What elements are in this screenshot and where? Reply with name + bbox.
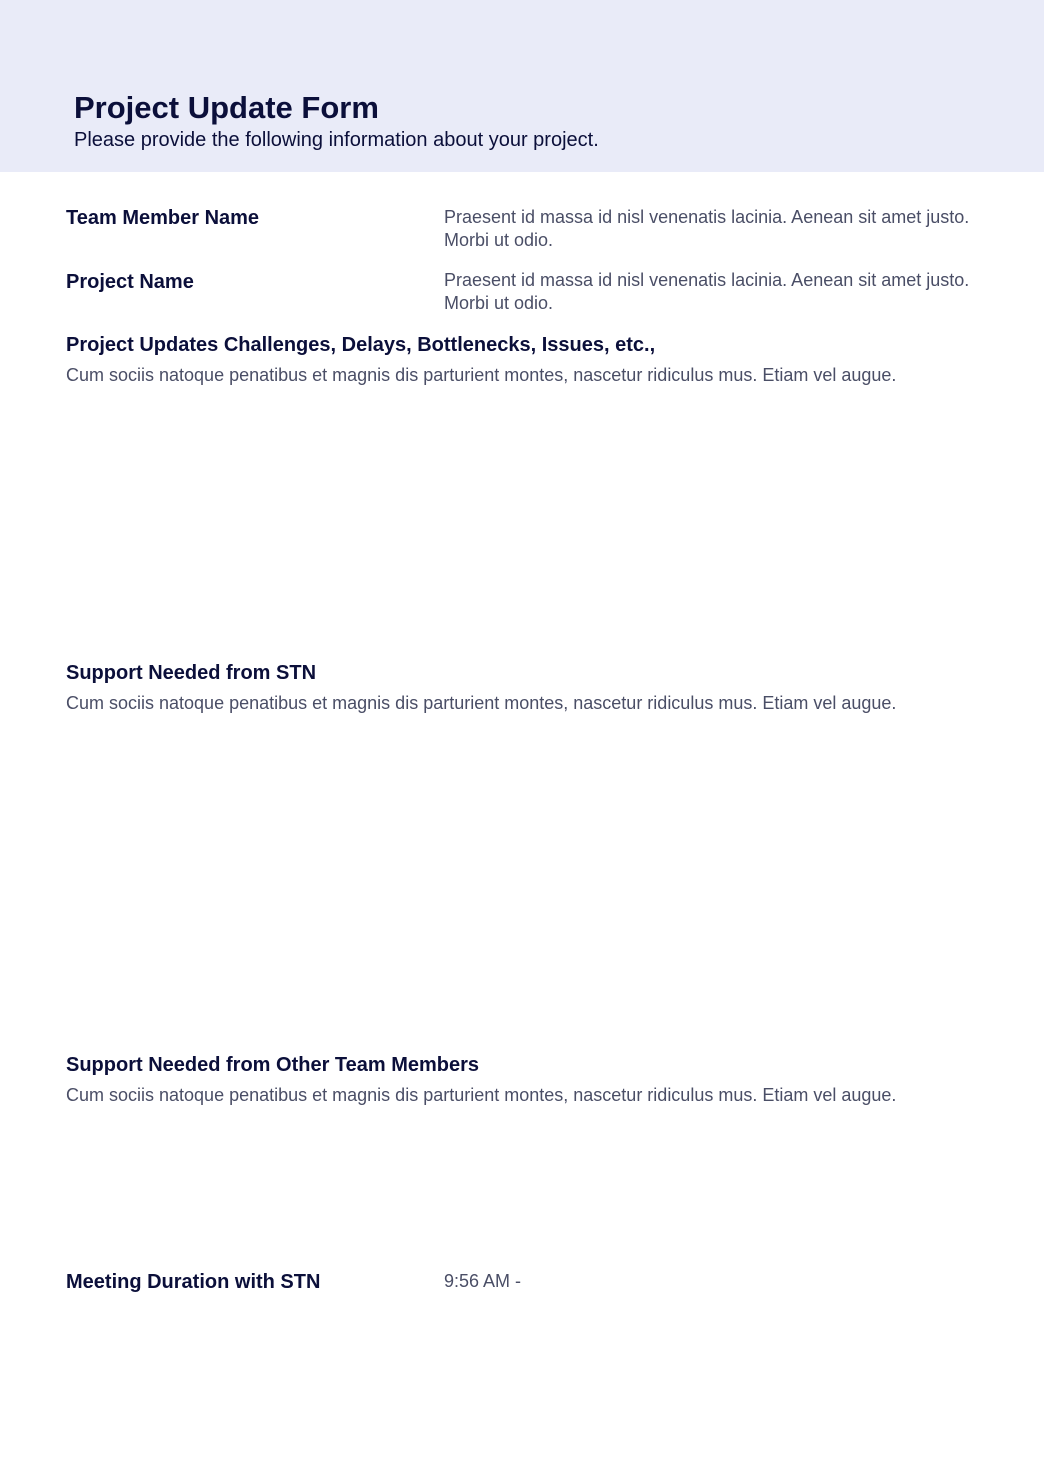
support-team-label: Support Needed from Other Team Members (66, 1054, 480, 1076)
meeting-duration-label: Meeting Duration with STN (66, 1271, 321, 1293)
team-member-name-label: Team Member Name (66, 207, 260, 229)
page-subtitle: Please provide the following information about your project. (74, 129, 599, 151)
project-name-value[interactable]: Praesent id massa id nisl venenatis lacinia. Aenean sit amet justo. Morbi ut odio. (444, 270, 970, 313)
support-stn-label: Support Needed from STN (66, 662, 317, 684)
project-name-label: Project Name (66, 271, 194, 293)
project-updates-value[interactable]: Cum sociis natoque penatibus et magnis dis parturient montes, nascetur ridiculus mus. Etiam vel augue. (66, 365, 897, 385)
support-team-value[interactable]: Cum sociis natoque penatibus et magnis dis parturient montes, nascetur ridiculus mus. Etiam vel augue. (66, 1085, 897, 1105)
page-title: Project Update Form (74, 90, 379, 125)
team-member-name-value[interactable]: Praesent id massa id nisl venenatis lacinia. Aenean sit amet justo. Morbi ut odio. (444, 207, 970, 250)
support-stn-value[interactable]: Cum sociis natoque penatibus et magnis dis parturient montes, nascetur ridiculus mus. Etiam vel augue. (66, 693, 897, 713)
project-updates-label: Project Updates Challenges, Delays, Bottlenecks, Issues, etc., (66, 334, 656, 356)
meeting-duration-value[interactable]: 9:56 AM - (444, 1271, 522, 1291)
form-header (0, 0, 1044, 172)
